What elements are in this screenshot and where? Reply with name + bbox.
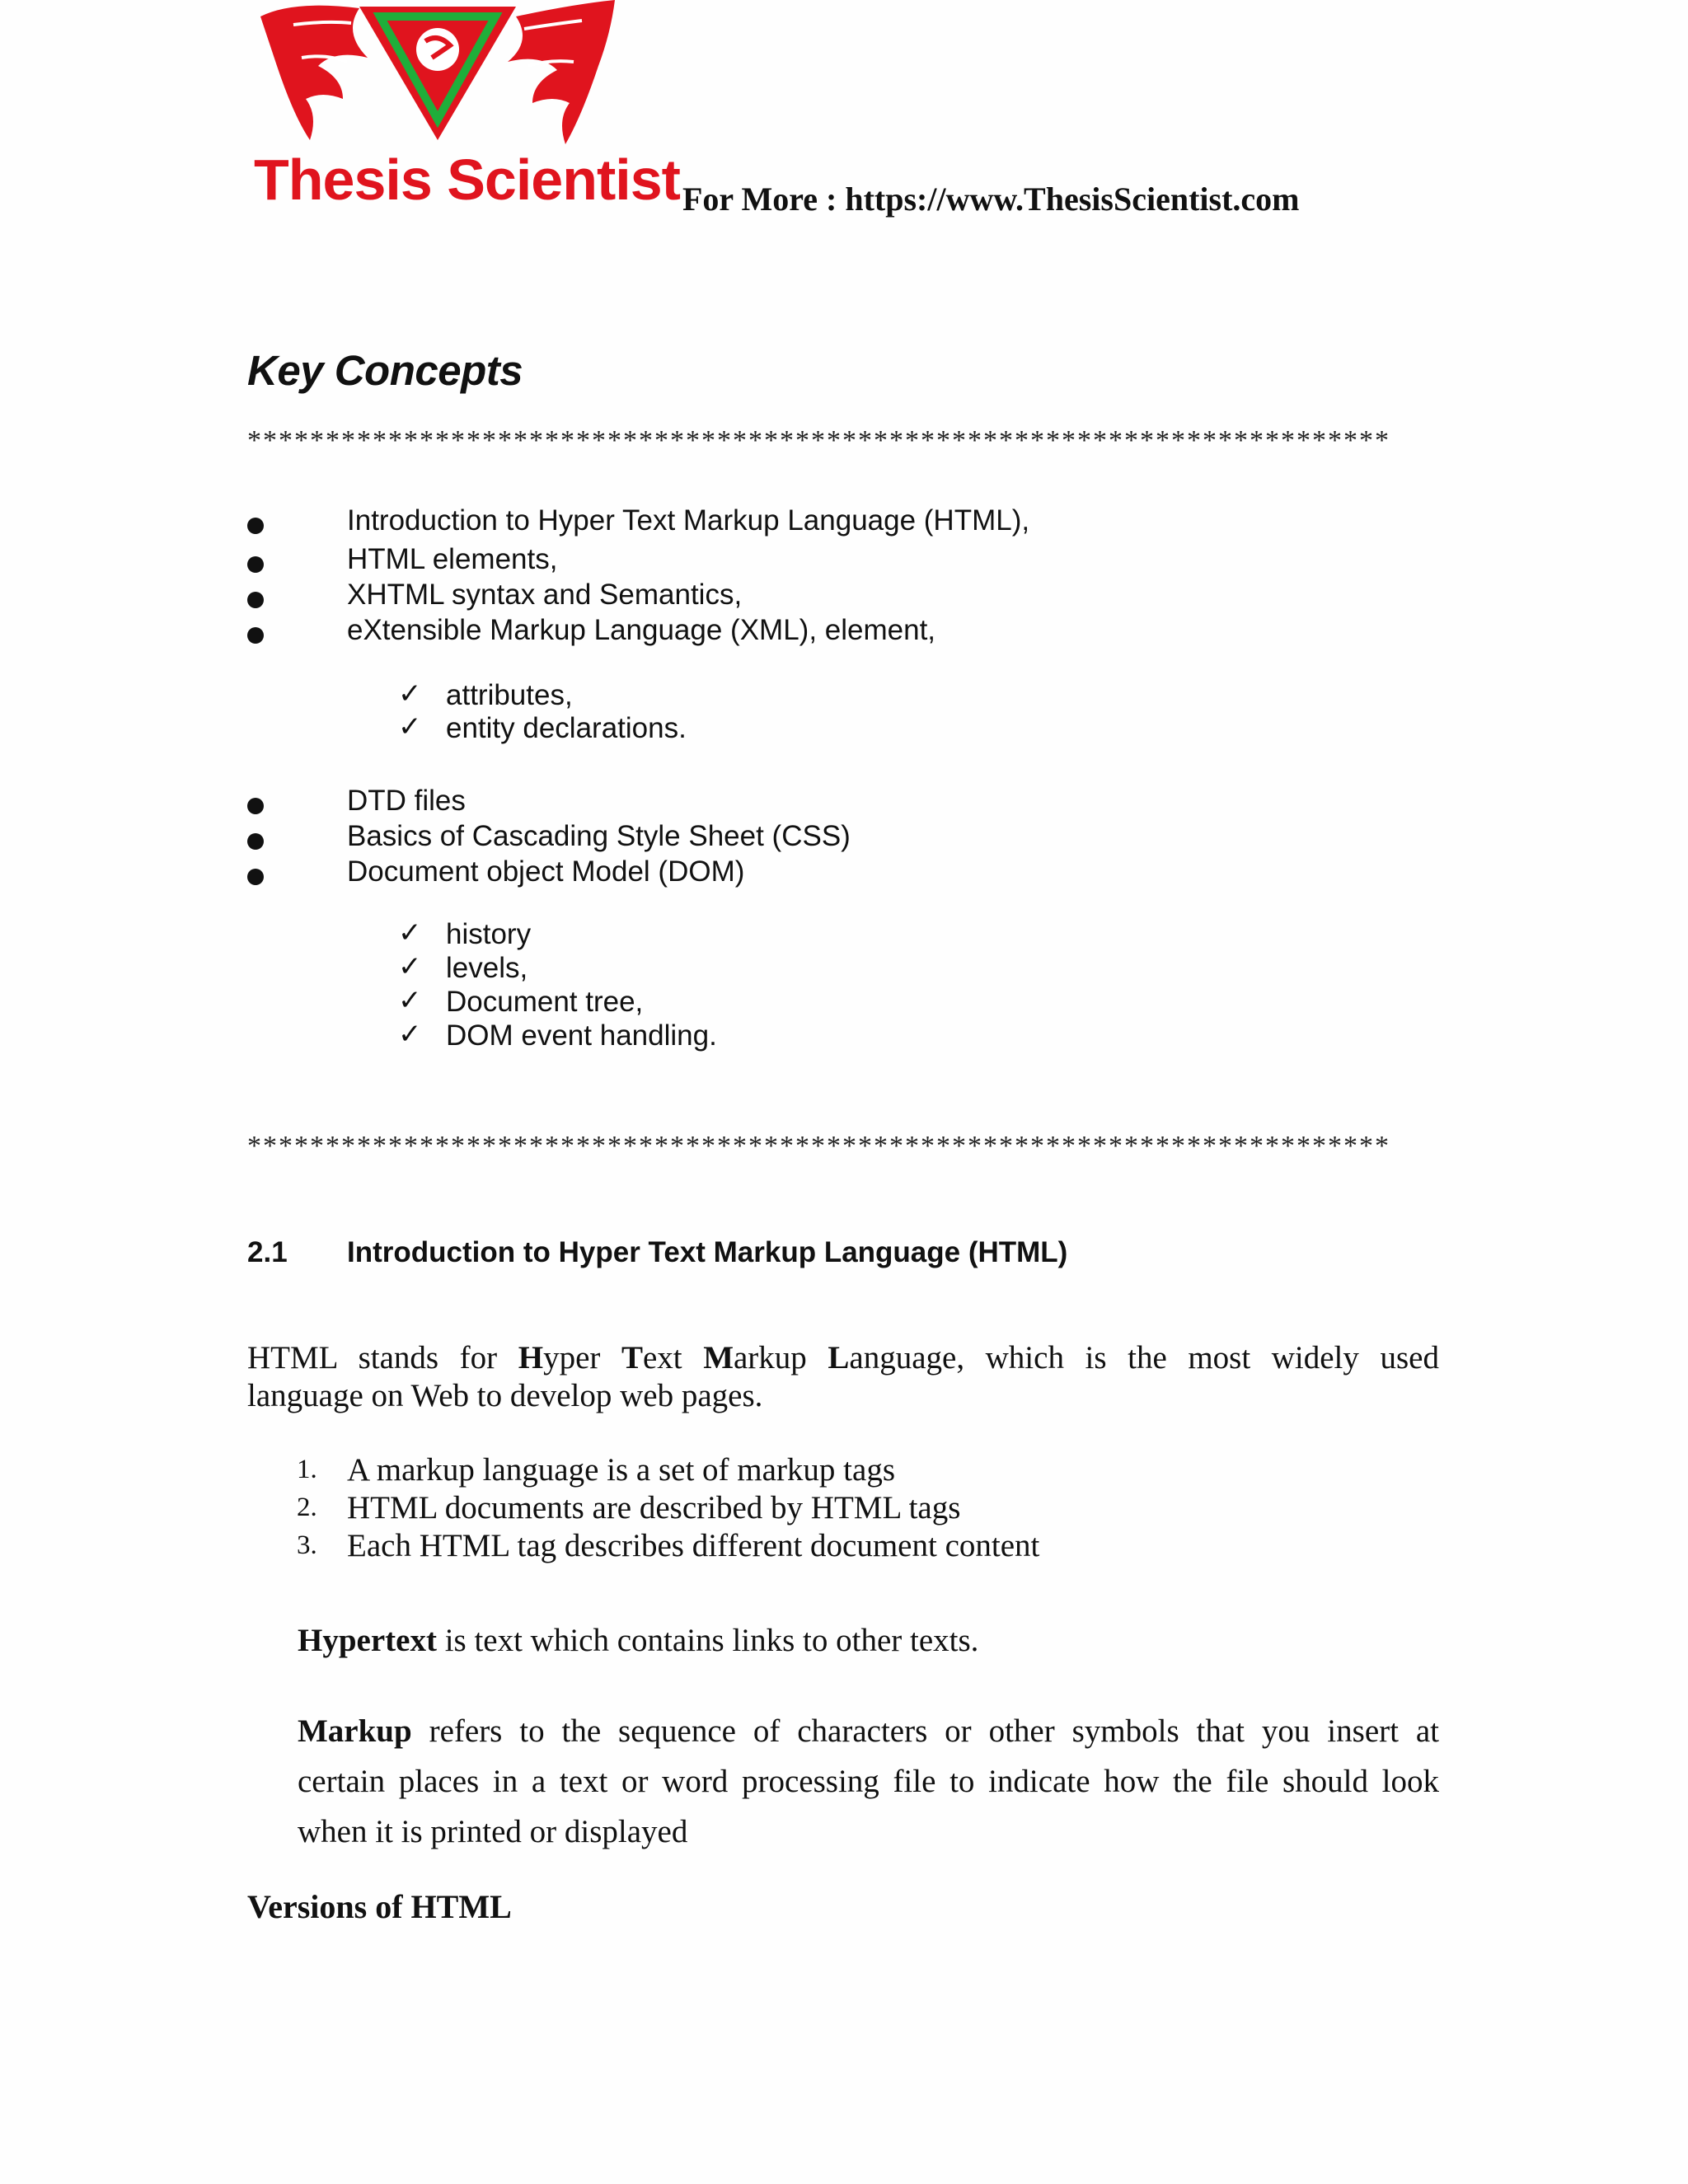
- list-item: Introduction to Hyper Text Markup Language (HTML),: [347, 504, 1030, 537]
- logo-wordmark: Thesis Scientist: [254, 148, 680, 212]
- separator-bottom: *************************************************************************: [247, 1131, 1390, 1161]
- thesis-scientist-logo: [244, 0, 680, 227]
- markup-definition: Markup refers to the sequence of characters or other symbols that you insert at certain places in a text or word processing file to indicate how the file should look when it is printed or displayed: [298, 1713, 1439, 1849]
- key-concepts-heading: Key Concepts: [247, 347, 523, 394]
- list-item: eXtensible Markup Language (XML), element,: [347, 614, 936, 646]
- checkmark-icon: ✓: [398, 710, 422, 743]
- bullet-icon: [247, 592, 264, 608]
- bullet-icon: [247, 833, 264, 850]
- checkmark-icon: ✓: [398, 916, 422, 949]
- bullet-icon: [247, 798, 264, 814]
- intro-line-1: HTML stands for Hyper Text Markup Language, which is the most widely used: [247, 1340, 1439, 1376]
- list-number: 2.: [297, 1493, 317, 1522]
- section-number: 2.1: [247, 1236, 288, 1268]
- ordered-list-item: Each HTML tag describes different document content: [347, 1528, 1040, 1563]
- checkmark-icon: ✓: [398, 950, 422, 983]
- bullet-icon: [247, 627, 264, 644]
- intro-line-2: language on Web to develop web pages.: [247, 1378, 763, 1413]
- sublist-item: attributes,: [446, 679, 573, 711]
- list-item: Basics of Cascading Style Sheet (CSS): [347, 820, 851, 852]
- html-intro-paragraph: [247, 1339, 1439, 1415]
- hypertext-definition: Hypertext is text which contains links to other texts.: [298, 1623, 979, 1658]
- sublist-item: Document tree,: [446, 986, 644, 1018]
- bullet-icon: [247, 556, 264, 573]
- section-title: Introduction to Hyper Text Markup Language (HTML): [347, 1236, 1068, 1268]
- sublist-item: levels,: [446, 952, 528, 984]
- ordered-list-item: A markup language is a set of markup tags: [347, 1452, 895, 1488]
- bullet-icon: [247, 518, 264, 534]
- checkmark-icon: ✓: [398, 984, 422, 1017]
- sublist-item: DOM event handling.: [446, 1019, 717, 1052]
- checkmark-icon: ✓: [398, 677, 422, 710]
- bullet-icon: [247, 869, 264, 885]
- for-more-link[interactable]: For More : https://www.ThesisScientist.com: [682, 180, 1300, 218]
- list-number: 1.: [297, 1455, 317, 1484]
- list-item: HTML elements,: [347, 543, 558, 575]
- sublist-item: entity declarations.: [446, 712, 687, 744]
- versions-heading: Versions of HTML: [247, 1888, 512, 1925]
- list-item: Document object Model (DOM): [347, 855, 745, 888]
- sublist-item: history: [446, 918, 532, 950]
- list-item: XHTML syntax and Semantics,: [347, 579, 743, 611]
- separator-top: *************************************************************************: [247, 425, 1390, 456]
- list-item: DTD files: [347, 785, 466, 817]
- ordered-list-item: HTML documents are described by HTML tags: [347, 1490, 961, 1526]
- checkmark-icon: ✓: [398, 1018, 422, 1051]
- list-number: 3.: [297, 1530, 317, 1560]
